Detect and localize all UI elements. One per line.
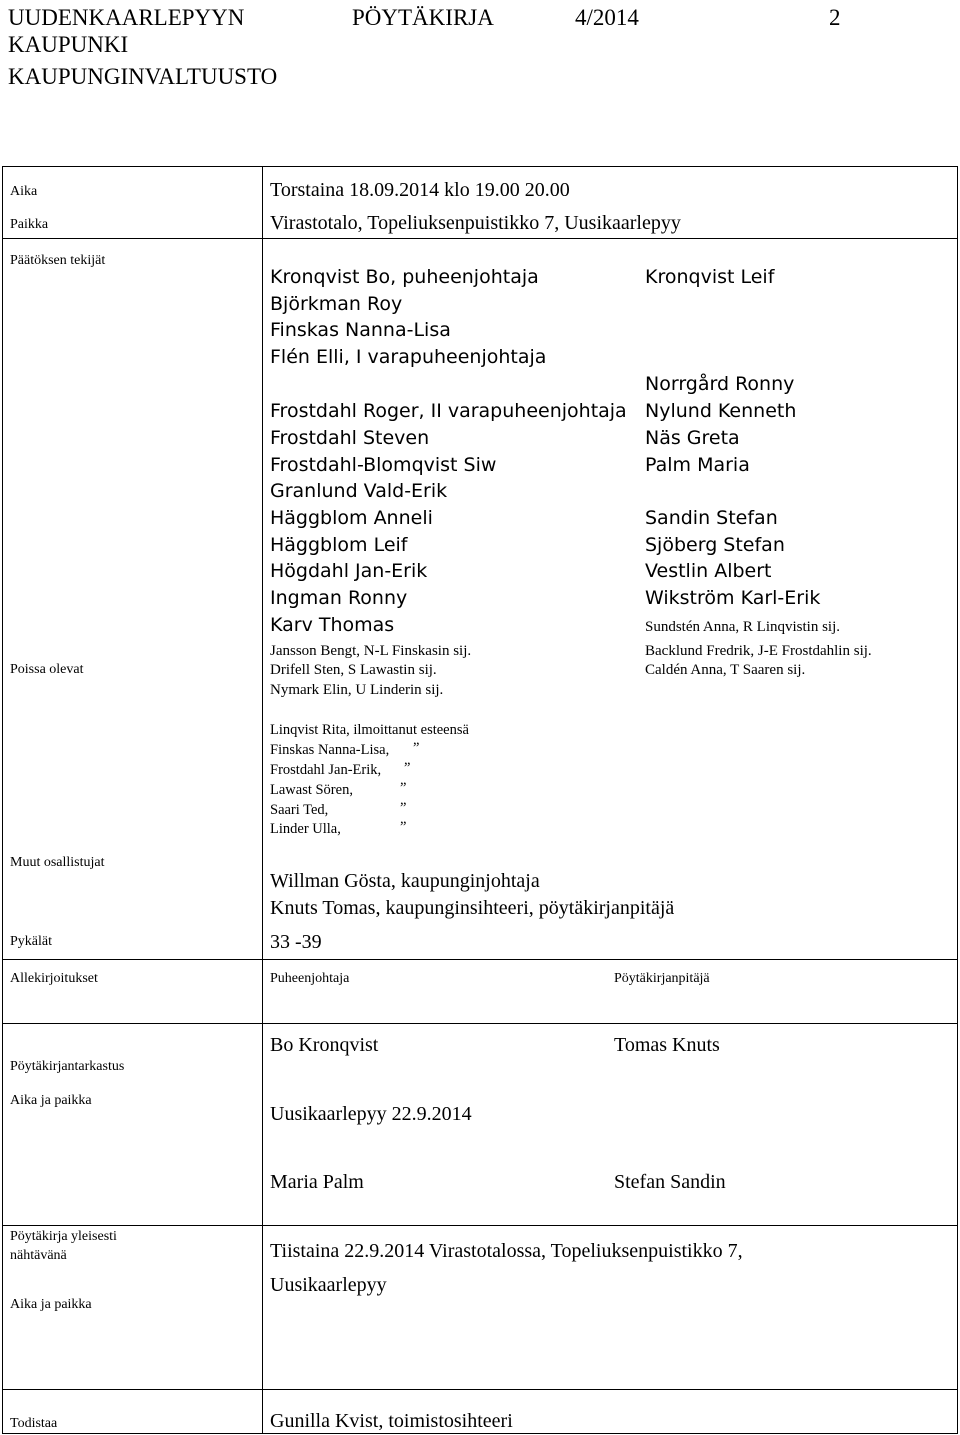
- ditto-mark: ”: [413, 740, 420, 756]
- absent-member: Frostdahl Jan-Erik,: [270, 762, 382, 778]
- member-left: Högdahl Jan-Erik: [270, 560, 428, 582]
- member-right: Norrgård Ronny: [645, 373, 795, 395]
- absent-member: Saari Ted,: [270, 802, 329, 818]
- absent-member: Linqvist Rita, ilmoittanut esteensä: [270, 722, 469, 738]
- member-left: Frostdahl Steven: [270, 427, 430, 449]
- label-time: Aika: [10, 184, 38, 199]
- member-left: Björkman Roy: [270, 293, 403, 315]
- public-display-line2: Uusikaarlepyy: [270, 1274, 387, 1296]
- table-divider-row5: [2, 1225, 958, 1226]
- label-sections: Pykälät: [10, 934, 52, 949]
- member-left: Ingman Ronny: [270, 587, 408, 609]
- sections-range: 33 -39: [270, 931, 322, 953]
- table-divider-row2: [2, 238, 958, 239]
- member-right: Nylund Kenneth: [645, 400, 797, 422]
- substitute-right: Caldén Anna, T Saaren sij.: [645, 662, 806, 678]
- label-signatures: Allekirjoitukset: [10, 971, 98, 986]
- ditto-mark: ”: [404, 760, 411, 776]
- certifier-name: Gunilla Kvist, toimistosihteeri: [270, 1410, 513, 1432]
- table-left-border: [2, 166, 3, 1434]
- chair-name: Bo Kronqvist: [270, 1034, 379, 1056]
- member-right: Vestlin Albert: [645, 560, 772, 582]
- label-time-and-place: Aika ja paikka: [10, 1093, 92, 1108]
- review-place-date: Uusikaarlepyy 22.9.2014: [270, 1103, 472, 1125]
- label-public-display-line2: nähtävänä: [10, 1248, 67, 1263]
- meeting-time: Torstaina 18.09.2014 klo 19.00 20.00: [270, 179, 570, 201]
- absent-member: Lawast Sören,: [270, 782, 353, 798]
- document-number: 4/2014: [575, 5, 639, 30]
- table-column-divider: [262, 166, 263, 1434]
- substitute-left: Drifell Sten, S Lawastin sij.: [270, 662, 437, 678]
- document-type: PÖYTÄKIRJA: [352, 5, 494, 30]
- label-public-display-line1: Pöytäkirja yleisesti: [10, 1229, 117, 1244]
- table-top-border: [2, 166, 958, 167]
- label-time-and-place: Aika ja paikka: [10, 1297, 92, 1312]
- ditto-mark: ”: [400, 780, 407, 796]
- absent-member: Linder Ulla,: [270, 821, 341, 837]
- absent-member: Finskas Nanna-Lisa,: [270, 742, 390, 758]
- member-left: Granlund Vald-Erik: [270, 480, 448, 502]
- member-left: Kronqvist Bo, puheenjohtaja: [270, 266, 539, 288]
- label-absent: Poissa olevat: [10, 662, 84, 677]
- chair-label: Puheenjohtaja: [270, 971, 350, 986]
- secretary-name: Tomas Knuts: [614, 1034, 720, 1056]
- member-left: Frostdahl-Blomqvist Siw: [270, 454, 497, 476]
- city-name-line2: KAUPUNKI: [8, 32, 129, 57]
- ditto-mark: ”: [400, 819, 407, 835]
- member-right: Sjöberg Stefan: [645, 534, 785, 556]
- label-minutes-review: Pöytäkirjantarkastus: [10, 1059, 125, 1074]
- table-bottom-border: [2, 1433, 958, 1434]
- substitute-left: Jansson Bengt, N-L Finskasin sij.: [270, 643, 472, 659]
- label-other-participants: Muut osallistujat: [10, 855, 105, 870]
- table-divider-row4: [2, 1023, 958, 1024]
- member-left: Häggblom Leif: [270, 534, 408, 556]
- member-left: Häggblom Anneli: [270, 507, 433, 529]
- table-divider-row3: [2, 959, 958, 960]
- substitute-right: Backlund Fredrik, J-E Frostdahlin sij.: [645, 643, 872, 659]
- table-divider-row6: [2, 1389, 958, 1390]
- substitute-right: Sundstén Anna, R Linqvistin sij.: [645, 619, 841, 635]
- label-place: Paikka: [10, 217, 49, 232]
- secretary-label: Pöytäkirjanpitäjä: [614, 971, 710, 986]
- other-participant: Willman Gösta, kaupunginjohtaja: [270, 870, 540, 892]
- member-right: Sandin Stefan: [645, 507, 778, 529]
- other-participant: Knuts Tomas, kaupunginsihteeri, pöytäkirjanpitäjä: [270, 897, 675, 919]
- member-left: Finskas Nanna-Lisa: [270, 319, 451, 341]
- member-right: Wikström Karl-Erik: [645, 587, 821, 609]
- council-name: KAUPUNGINVALTUUSTO: [8, 64, 278, 89]
- table-right-border: [957, 166, 958, 1434]
- reviewer-1: Maria Palm: [270, 1171, 364, 1193]
- page-number: 2: [829, 5, 841, 30]
- substitute-left: Nymark Elin, U Linderin sij.: [270, 682, 444, 698]
- member-left: Flén Elli, I varapuheenjohtaja: [270, 346, 547, 368]
- member-left: Karv Thomas: [270, 614, 395, 636]
- member-right: Näs Greta: [645, 427, 740, 449]
- reviewer-2: Stefan Sandin: [614, 1171, 726, 1193]
- label-certifies: Todistaa: [10, 1416, 58, 1431]
- meeting-place: Virastotalo, Topeliuksenpuistikko 7, Uusikaarlepyy: [270, 212, 681, 234]
- ditto-mark: ”: [400, 800, 407, 816]
- member-right: Kronqvist Leif: [645, 266, 775, 288]
- member-left: Frostdahl Roger, II varapuheenjohtaja: [270, 400, 627, 422]
- label-decision-makers: Päätöksen tekijät: [10, 253, 106, 268]
- public-display-line1: Tiistaina 22.9.2014 Virastotalossa, Topeliuksenpuistikko 7,: [270, 1240, 743, 1262]
- city-name-line1: UUDENKAARLEPYYN: [8, 5, 245, 30]
- member-right: Palm Maria: [645, 454, 750, 476]
